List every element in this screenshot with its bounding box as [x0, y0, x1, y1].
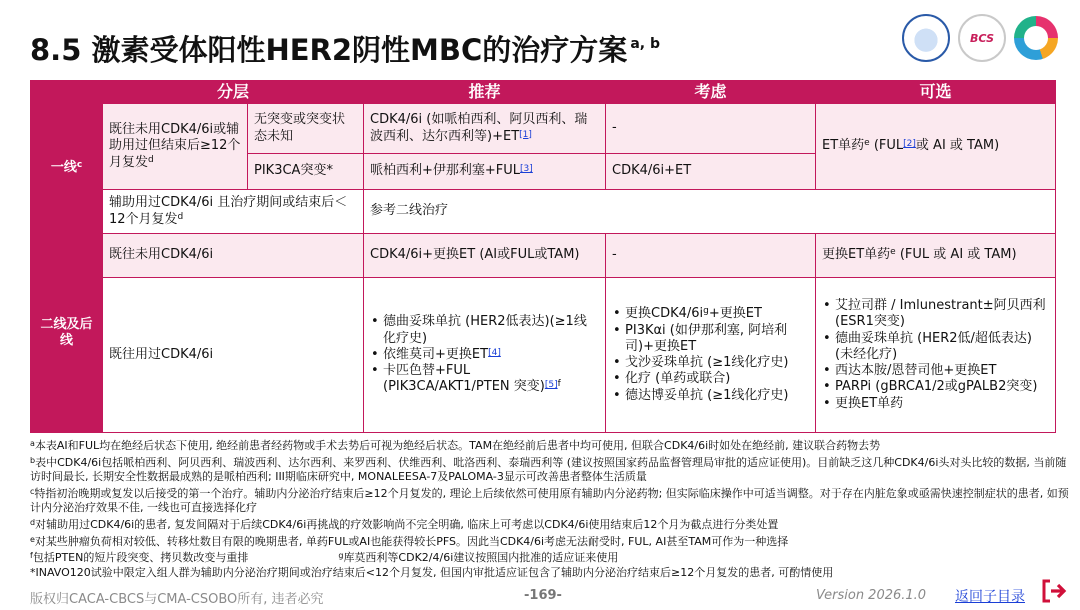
emblem-logo-icon	[902, 14, 950, 62]
list-item: • 德曲妥珠单抗 (HER2低/超低表达) (未经化疗)	[832, 331, 1049, 364]
list-item: • 德达博妥单抗 (≥1线化疗史)	[622, 388, 809, 404]
strata-cell: 既往未用CDK4/6i或辅助用过但结束后≥12个月复发$^d$	[103, 104, 248, 190]
back-to-subdirectory-link[interactable]: 返回子目录	[955, 589, 1025, 605]
table-row	[31, 104, 1056, 154]
list-item: • 德曲妥珠单抗 (HER2低表达)(≥1线化疗史)	[380, 314, 599, 347]
footnote: $^b$表中CDK4/6i包括哌柏西利、阿贝西利、瑞波西利、达尔西利、来罗西利、伏维西利、吡洛西利、泰瑞西利等 (建议按照国家药品监督管理局审批的适应证使用)。目前缺乏这几种CDK4/6i头对头比较的数据, 当前随访时间最长, 长期安全性数据最成熟的是哌柏西利; III期临床研究中, MONALEESA-7及PALOMA-3显示可改善患者整体生活质量	[30, 455, 1067, 484]
recommended-cell: CDK4/6i (如哌柏西利、阿贝西利、瑞波西利、达尔西利等)+ET[1]	[364, 104, 606, 154]
substrata-cell: PIK3CA突变*	[248, 154, 364, 190]
optional-cell: 更换ET单药$^e$ (FUL 或 AI 或 TAM)	[816, 234, 1056, 278]
optional-cell	[816, 278, 1056, 433]
reference-link[interactable]: [2]	[903, 139, 916, 150]
list-item: • 化疗 (单药或联合)	[622, 371, 809, 387]
list-item: • 依维莫司+更换ET[4]	[380, 347, 599, 363]
page-number: -169-	[524, 588, 562, 603]
consider-cell: CDK4/6i+ET	[606, 154, 816, 190]
list-item: • PI3Kαi (如伊那利塞, 阿培利司)+更换ET	[622, 323, 809, 356]
header-recommended: 推荐	[364, 81, 606, 104]
return-arrow-icon[interactable]	[1040, 578, 1068, 604]
recommended-cell: 参考二线治疗	[364, 190, 1056, 234]
header-blank	[31, 81, 103, 104]
recommended-cell: CDK4/6i+更换ET (AI或FUL或TAM)	[364, 234, 606, 278]
recommended-cell: 哌柏西利+伊那利塞+FUL[3]	[364, 154, 606, 190]
list-item: • PARPi (gBRCA1/2或gPALB2突变)	[832, 379, 1049, 395]
consider-cell: -	[606, 234, 816, 278]
footnote: $^c$特指初治晚期或复发以后接受的第一个治疗。辅助内分泌治疗结束后≥12个月复发的, 理论上后续依然可使用原有辅助内分泌药物; 但实际临床操作中可适当调整。对于存在内脏危象或亟需快速控制症状的患者, 如预计内分泌治疗效果不佳, 一线也可直接选择化疗	[30, 486, 1069, 515]
strata-cell: 既往用过CDK4/6i	[103, 278, 364, 433]
header-consider: 考虑	[606, 81, 816, 104]
reference-link[interactable]: [3]	[520, 164, 533, 175]
header-optional: 可选	[816, 81, 1056, 104]
first-line-label: 一线$^c$	[31, 104, 103, 234]
footnote: $^e$对某些肿瘤负荷相对较低、转移灶数目有限的晚期患者, 单药FUL或AI也能获得较长PFS。因此当CDK4/6i考虑无法耐受时, FUL, AI甚至TAM可作为一种选择	[30, 534, 789, 548]
footnote: $^a$本表AI和FUL均在绝经后状态下使用, 绝经前患者经药物或手术去势后可视为绝经后状态。TAM在绝经前后患者中均可使用, 但联合CDK4/6i时如处在绝经前, 建议联合药物去势	[30, 439, 881, 452]
footnote: $^f$包括PTEN的短片段突变、拷贝数改变与重排 $^g$库莫西利等CDK2/4/6i建议按照国内批准的适应证来使用	[30, 551, 619, 565]
footnote: $^d$对辅助用过CDK4/6i的患者, 复发间隔对于后续CDK4/6i再挑战的疗效影响尚不完全明确, 临床上可考虑以CDK4/6i使用结束后12个月为截点进行分类处置	[30, 517, 779, 531]
list-item: • 戈沙妥珠单抗 (≥1线化疗史)	[622, 355, 809, 371]
swirl-logo-icon	[1014, 16, 1058, 60]
table-row	[31, 278, 1056, 433]
list-item: • 艾拉司群 / Imlunestrant±阿贝西利 (ESR1突变)	[832, 298, 1049, 331]
logo-bar	[902, 14, 1058, 62]
bcs-logo-icon: BCS	[958, 14, 1006, 62]
table-row	[31, 234, 1056, 278]
list-item: • 更换ET单药	[832, 396, 1049, 412]
table-row	[31, 190, 1056, 234]
consider-list	[612, 306, 809, 404]
list-item: • 更换$CDK4/6i^g+$更换ET	[622, 306, 809, 322]
list-item: • 西达本胺/恩替司他+更换ET	[832, 363, 1049, 379]
copyright-text: 版权归CACA-CBCS与CMA-CSOBO所有, 违者必究	[30, 592, 324, 607]
reference-link[interactable]: [1]	[519, 129, 532, 140]
optional-list	[822, 298, 1049, 412]
header-strata: 分层	[103, 81, 364, 104]
footnote: *INAVO120试验中限定入组人群为辅助内分泌治疗期间或治疗结束后<12个月复发, 但国内审批适应证包含了辅助内分泌治疗结束后≥12个月复发的患者, 可酌情使用	[30, 565, 834, 579]
footnotes	[30, 437, 1070, 580]
reference-link[interactable]: [4]	[488, 347, 501, 358]
consider-cell	[606, 278, 816, 433]
substrata-cell: 无突变或突变状态未知	[248, 104, 364, 154]
recommended-list	[370, 314, 599, 395]
list-item: • 卡匹色替+FUL (PIK3CA/AKT1/PTEN 突变)$^{[5]f}$	[380, 363, 599, 396]
treatment-table	[30, 80, 1056, 433]
optional-cell: ET单药$^e$ (FUL[2]或 AI 或 TAM)	[816, 104, 1056, 190]
reference-link[interactable]: [5]	[544, 380, 558, 391]
page-title: 8.5 激素受体阳性HER2阴性MBC的治疗方案 $^{a, b}$	[30, 33, 660, 67]
second-line-label: 二线及后线	[31, 234, 103, 433]
strata-cell: 辅助用过CDK4/6i 且治疗期间或结束后＜12个月复发$^d$	[103, 190, 364, 234]
header-row	[31, 81, 1056, 104]
strata-cell: 既往未用CDK4/6i	[103, 234, 364, 278]
title-superscript: a, b	[630, 36, 660, 52]
recommended-cell	[364, 278, 606, 433]
consider-cell: -	[606, 104, 816, 154]
version-text: Version 2026.1.0	[816, 588, 927, 603]
